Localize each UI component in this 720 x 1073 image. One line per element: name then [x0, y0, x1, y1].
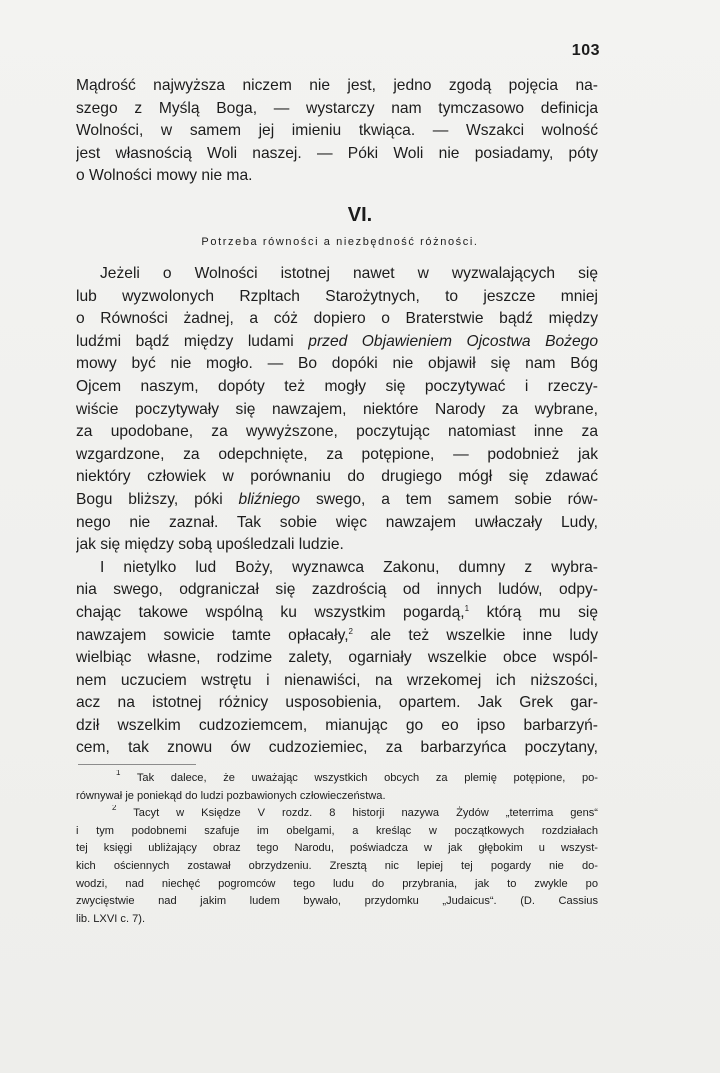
- text-line: acz na istotnej różnicy usposobienia, opartem. Jak Grek gar-: [76, 694, 598, 712]
- text-line: nia swego, odgraniczał się zazdrością od innych ludów, odpy-: [76, 581, 598, 599]
- text-fragment: swego, a tem samem sobie rów-: [300, 490, 598, 508]
- chapter-subtitle: Potrzeba równości a niezbędność różności.: [201, 236, 479, 248]
- opening-paragraph: [76, 75, 598, 188]
- text-line: wzgardzone, za odepchnięte, za potępione, — podobnież jak: [76, 445, 598, 463]
- footnote-text: Tacyt w Księdze V rozdz. 8 historji nazywa Żydów „teterrima gens“: [133, 807, 598, 820]
- text-line: mowy być nie mogło. — Bo dopóki nie objawił się nam Bóg: [76, 355, 598, 373]
- text-line: jest własnością Woli naszej. — Póki Woli nie posiadamy, póty: [76, 144, 598, 162]
- text-line: o Wolności mowy nie ma.: [76, 167, 253, 185]
- footnote-ref-1[interactable]: 1: [464, 603, 470, 613]
- text-fragment: ludźmi bądź między ludami: [76, 332, 309, 350]
- text-line: lub wyzwolonych Rzpltach Starożytnych, to jeszcze mniej: [76, 287, 598, 305]
- chapter-body: [76, 263, 598, 760]
- chapter-heading: VI.: [347, 204, 373, 226]
- text-line: Wolności, w samem jej imieniu tkwiąca. — Wszakci wolność: [76, 122, 598, 140]
- footnote-line: tej księgi ubliżający obraz tego Narodu, poświadcza w jak głębokim u wszyst-: [76, 842, 598, 855]
- text-fragment: Bogu bliższy, póki: [76, 490, 239, 508]
- footnote-marker-1: 1: [116, 770, 121, 777]
- footnotes: [76, 770, 598, 928]
- text-line: [76, 602, 598, 625]
- text-fragment: nawzajem sowicie tamte opłacały,: [76, 626, 349, 644]
- footnote-line: równywał je poniekąd do ludzi pozbawionych człowieczeństwa.: [76, 789, 386, 802]
- text-fragment: chając takowe wspólną ku wszystkim pogardą,: [76, 603, 465, 621]
- text-line: o Równości żadnej, a cóż dopiero o Braterstwie bądź między: [76, 310, 598, 328]
- footnote-line: wodzi, nad niechęć pogromców tego ludu do przybrania, jak to zwykle po: [76, 877, 598, 890]
- footnote-marker-2: 2: [112, 805, 117, 813]
- page-number: 103: [571, 42, 600, 59]
- footnote-divider: [78, 764, 196, 765]
- footnote-line: [76, 770, 598, 788]
- footnote-line: kich ościennych zostawał obrzydzeniu. Zresztą nic lepiej tej pogardy nie do-: [76, 859, 598, 872]
- text-line: nego nie zaznał. Tak sobie więc nawzajem uwłaczały Ludy,: [76, 513, 598, 531]
- italic-word: bliźniego: [238, 490, 301, 508]
- footnote-ref-2[interactable]: 2: [348, 626, 353, 636]
- text-line: jak się między sobą upośledzali ludzie.: [76, 536, 344, 554]
- text-line: Mądrość najwyższa niczem nie jest, jedno zgodą pojęcia na-: [76, 77, 598, 94]
- italic-phrase: przed Objawieniem Ojcostwa Bożego: [308, 332, 598, 350]
- text-line: dził wszelkim cudzoziemcem, mianując go eo ipso barbarzyń-: [76, 716, 598, 734]
- footnote-line: zwycięstwie nad jakim ludem bywało, przydomku „Judaicus“. (D. Cassius: [76, 895, 598, 908]
- text-line: [76, 625, 598, 648]
- footnote-line: lib. LXVI c. 7).: [76, 912, 146, 925]
- text-line: [76, 489, 598, 512]
- footnote-text: Tak dalece, że uważając wszystkich obcych za plemię potępione, po-: [136, 772, 598, 784]
- text-line: cem, tak znowu ów cudzoziemiec, za barbarzyńca poczytany,: [76, 739, 598, 757]
- text-fragment: ale też wszelkie inne ludy: [353, 626, 598, 644]
- text-line: [76, 331, 598, 354]
- footnote-line: i tym podobnemi szafuje im obelgami, a kreśląc w początkowych rozdziałach: [76, 824, 598, 837]
- text-line: za upodobane, za wywyższone, poczytując natomiast inne za: [76, 423, 598, 441]
- text-line: wielbiąc własne, rodzime zalety, ogarniały wszelkie obce wspól-: [76, 649, 598, 667]
- text-line: niektóry człowiek w porównaniu do drugiego mógł się zdawać: [76, 468, 598, 486]
- text-line: nem uczuciem wstrętu i nienawiści, na wrzekomej ich niższości,: [76, 671, 598, 689]
- footnote-line: [76, 805, 598, 823]
- text-line: wiście poczytywały się nawzajem, niektóre Narody za wybrane,: [76, 400, 598, 418]
- text-line: I nietylko lud Boży, wyznawca Zakonu, dumny z wybra-: [100, 558, 598, 576]
- text-fragment: którą mu się: [469, 603, 598, 621]
- text-line: szego z Myślą Boga, — wystarczy nam tymczasowo definicja: [76, 99, 598, 117]
- text-line: Ojcem naszym, dopóty też mogły się poczytywać i rzeczy-: [76, 377, 598, 395]
- text-line: Jeżeli o Wolności istotnej nawet w wyzwalających się: [100, 265, 598, 282]
